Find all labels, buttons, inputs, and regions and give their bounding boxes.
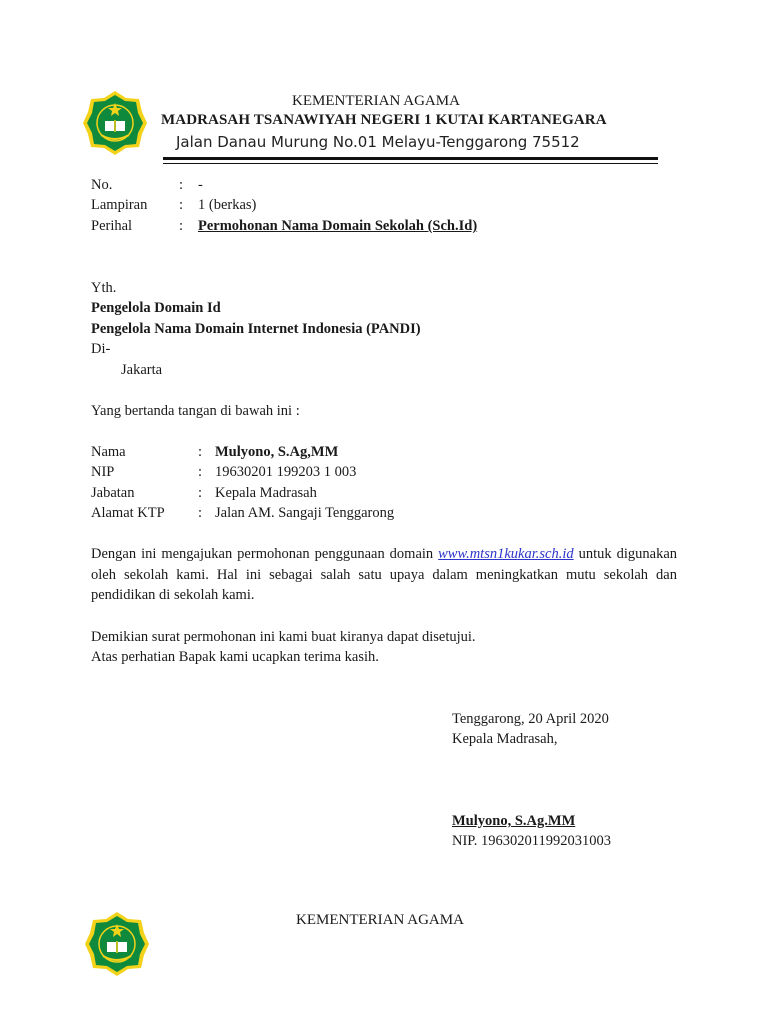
meta-value: - xyxy=(198,177,203,193)
identity-value: 19630201 199203 1 003 xyxy=(215,464,357,480)
header-divider-thin xyxy=(163,163,658,164)
intro-text: Yang bertanda tangan di bawah ini : xyxy=(91,403,300,419)
body-text: Dengan ini mengajukan permohonan penggunaan domain xyxy=(91,546,439,562)
kemenag-logo xyxy=(83,910,151,978)
signature-place-date: Tenggarong, 20 April 2020 xyxy=(452,711,609,727)
signature-nip: NIP. 196302011992031003 xyxy=(452,833,611,849)
identity-colon: : xyxy=(198,505,203,521)
identity-label: Alamat KTP xyxy=(91,505,165,521)
meta-label: Lampiran xyxy=(91,197,148,213)
identity-colon: : xyxy=(198,485,203,501)
identity-label: Jabatan xyxy=(91,485,135,501)
recipient-line2: Pengelola Nama Domain Internet Indonesia (PANDI) xyxy=(91,321,421,337)
recipient-city: Jakarta xyxy=(121,362,163,378)
body-paragraph-1 xyxy=(91,544,677,606)
meta-label: Perihal xyxy=(91,218,133,234)
signature-title: Kepala Madrasah, xyxy=(452,731,558,747)
header-divider-thick xyxy=(163,157,658,160)
identity-label: Nama xyxy=(91,444,126,460)
meta-value-subject: Permohonan Nama Domain Sekolah (Sch.Id) xyxy=(198,218,478,234)
header-ministry: KEMENTERIAN AGAMA xyxy=(292,93,460,109)
closing-line-1: Demikian surat permohonan ini kami buat kiranya dapat disetujui. xyxy=(91,629,476,645)
identity-value: Mulyono, S.Ag,MM xyxy=(215,444,339,460)
meta-colon: : xyxy=(179,177,184,193)
signature-name: Mulyono, S.Ag.MM xyxy=(452,813,576,829)
identity-value: Kepala Madrasah xyxy=(215,485,317,501)
recipient-di: Di- xyxy=(91,341,111,357)
header-school: MADRASAH TSANAWIYAH NEGERI 1 KUTAI KARTANEGARA xyxy=(161,112,607,128)
recipient-line1: Pengelola Domain Id xyxy=(91,300,221,316)
body-text: untuk digunakan oleh sekolah kami. Hal ini sebagai salah satu upaya dalam meningkatkan mutu sekolah dan pendidikan di sekolah kami. xyxy=(91,546,677,603)
header-address: Jalan Danau Murung No.01 Melayu-Tenggarong 75512 xyxy=(176,133,580,151)
identity-colon: : xyxy=(198,464,203,480)
domain-link[interactable]: www.mtsn1kukar.sch.id xyxy=(438,546,574,562)
identity-colon: : xyxy=(198,444,203,460)
identity-value: Jalan AM. Sangaji Tenggarong xyxy=(215,505,395,521)
meta-colon: : xyxy=(179,197,184,213)
next-page-ministry: KEMENTERIAN AGAMA xyxy=(296,912,464,928)
meta-label: No. xyxy=(91,177,113,193)
kemenag-logo xyxy=(81,89,149,157)
meta-value: 1 (berkas) xyxy=(198,197,257,213)
closing-line-2: Atas perhatian Bapak kami ucapkan terima kasih. xyxy=(91,649,379,665)
recipient-greeting: Yth. xyxy=(91,280,117,296)
identity-label: NIP xyxy=(91,464,115,480)
meta-colon: : xyxy=(179,218,184,234)
